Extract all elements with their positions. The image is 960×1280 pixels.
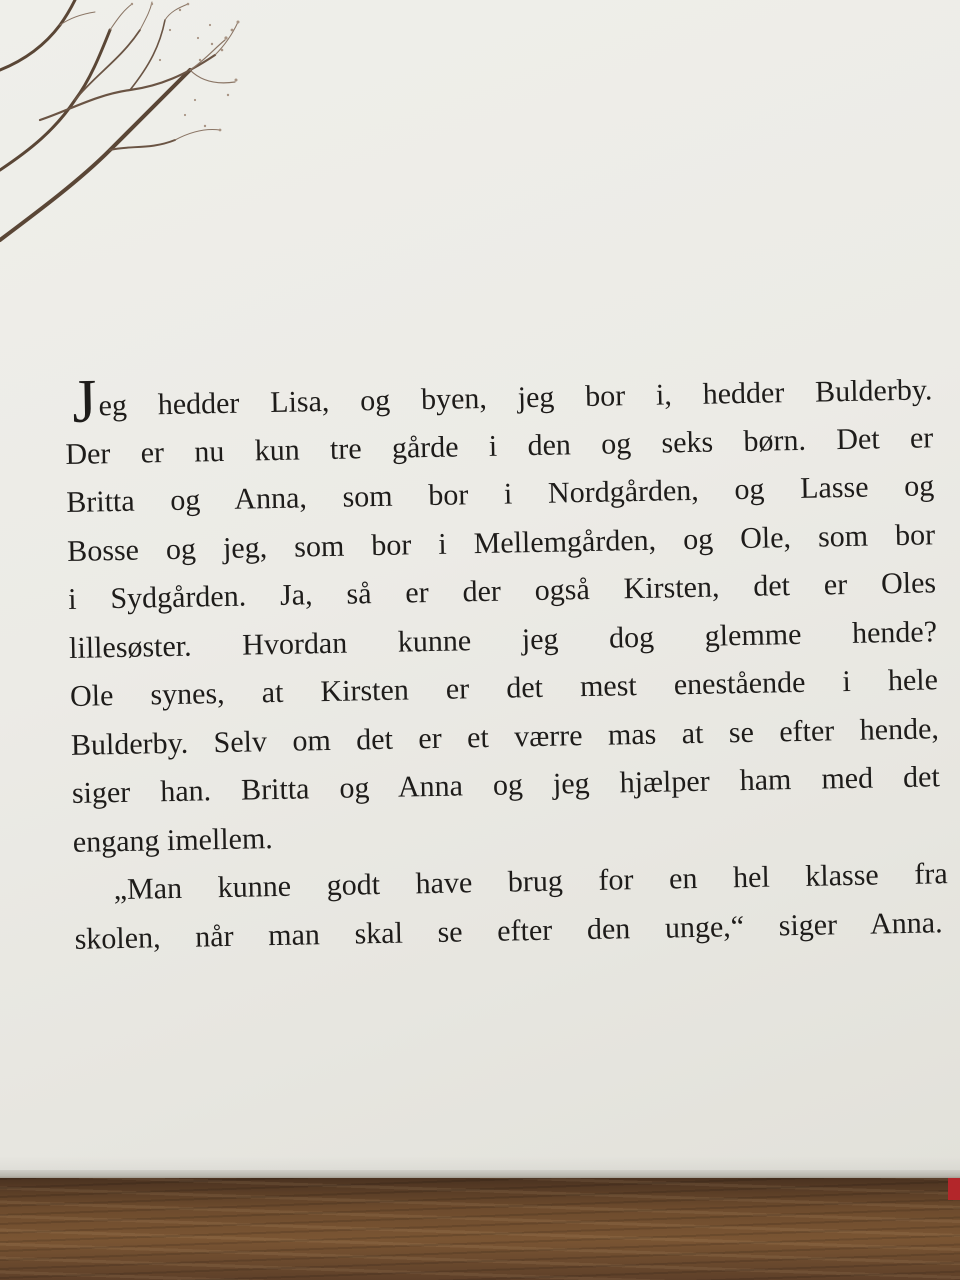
drop-cap: J — [71, 367, 98, 436]
wooden-table — [0, 1178, 960, 1280]
tree-branches-illustration — [0, 0, 260, 260]
text-line: Ole synes, at Kirsten er det mest enestående i hele — [69, 663, 939, 713]
text-line: i Sydgården. Ja, så er der også Kirsten, det er Oles — [67, 566, 937, 616]
story-text — [64, 365, 955, 964]
text-line: Der er nu kun tre gårde i den og seks børn. Det er — [65, 420, 934, 471]
branch-7 — [130, 20, 165, 90]
twig-5 — [140, 2, 152, 30]
main-branch — [0, 70, 190, 240]
text-line: Bosse og jeg, som bor i Mellemgården, og Ole, som bor — [66, 517, 936, 568]
text-line: „Man kunne godt have brug for en hel klasse fra — [113, 857, 948, 907]
text-line: lillesøster. Hvordan kunne jeg dog glemme hende? — [68, 614, 938, 665]
twig-1 — [190, 40, 225, 70]
text-line: Britta og Anna, som bor i Nordgården, og Lasse og — [65, 469, 935, 519]
book-spine-red-mark — [948, 1178, 960, 1200]
twig-2 — [190, 70, 235, 83]
branch-3 — [0, 0, 75, 70]
text-line: Bulderby. Selv om det er et værre mas at se efter hende, — [70, 711, 940, 762]
paragraph-2 — [73, 850, 955, 964]
paragraph-1 — [64, 365, 953, 867]
twig-4 — [165, 4, 188, 20]
text-line: siger han. Britta og Anna og jeg hjælper ham med det — [71, 760, 941, 810]
text-line: skolen, når man skal se efter den unge,“ siger Anna. — [74, 905, 943, 956]
text-line-content: eg hedder Lisa, og byen, jeg bor i, hedder Bulderby. — [98, 373, 933, 423]
branch-4 — [40, 55, 215, 120]
twig-7 — [110, 4, 132, 30]
text-line: engang imellem. — [72, 821, 274, 859]
twig-6 — [175, 129, 220, 140]
